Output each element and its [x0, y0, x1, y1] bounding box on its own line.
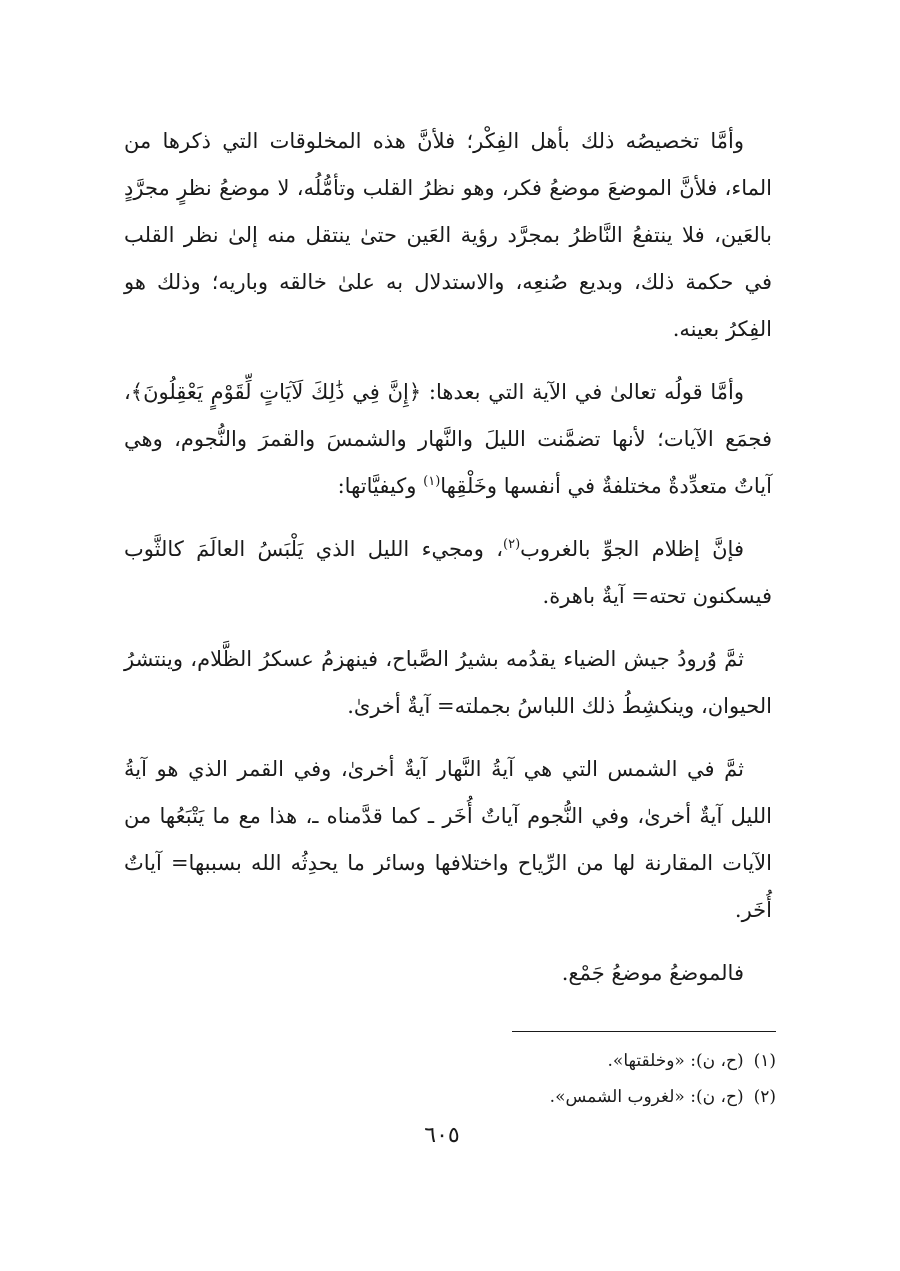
footnote-divider [512, 1031, 776, 1032]
footnote-1-text: (ح، ن): «وخلقتها». [607, 1051, 744, 1071]
footnote-2-number: (٢) [753, 1087, 776, 1107]
page-number: ٦٠٥ [424, 1123, 460, 1148]
footnote-ref-2[interactable]: (٢) [503, 537, 521, 552]
paragraph-2-intro: وأمَّا قولُه تعالىٰ في الآية التي بعدها: [421, 380, 744, 404]
paragraph-4: ثمَّ وُرودُ جيش الضياء يقدُمه بشيرُ الصَّباح، فينهزمُ عسكرُ الظَّلام، وينتشرُ الحيوان، وينكشِطُ ذلك اللباسُ بجملته= آيةٌ أخرىٰ. [124, 647, 772, 718]
paragraph-6: فالموضعُ موضعُ جَمْع. [561, 961, 744, 985]
paragraph-2-end: وكيفيَّاتها: [337, 474, 424, 498]
paragraph-3 [124, 526, 772, 620]
paragraph-3-body: ، ومجيء الليل الذي يَلْبَسُ العالَمَ كالثَّوب فيسكنون تحته= آيةٌ باهرة. [124, 537, 772, 608]
footnote-1-number: (١) [753, 1051, 776, 1071]
page-body [124, 118, 772, 1013]
paragraph-2-body: ، فجمَع الآيات؛ لأنها تضمَّنت الليلَ والنَّهار والشمسَ والقمرَ والنُّجوم، وهي آياتٌ متعدِّدةٌ مختلفةٌ في أنفسها وخَلْقِها [124, 380, 772, 498]
footnote-2 [124, 1079, 776, 1115]
paragraph-2 [124, 369, 772, 510]
paragraph-3-intro: فإنَّ إظلام الجوِّ بالغروب [520, 537, 744, 561]
footnote-2-text: (ح، ن): «لغروب الشمس». [549, 1087, 744, 1107]
footnote-1 [124, 1043, 776, 1079]
paragraph-1: وأمَّا تخصيصُه ذلك بأهل الفِكْر؛ فلأنَّ هذه المخلوقات التي ذكرها من الماء، فلأنَّ الموضعَ موضعُ فكر، وهو نظرُ القلب وتأمُّلُه، لا موضعُ نظرٍ مجرَّدٍ بالعَين، فلا ينتفعُ النَّاظرُ بمجرَّد رؤية العَين حتىٰ ينتقل منه إلىٰ نظر القلب في حكمة ذلك، وبديع صُنعِه، والاستدلال به علىٰ خالقه وباريه؛ وذلك هو الفِكرُ بعينه. [124, 129, 772, 341]
footnote-ref-1[interactable]: (١) [423, 474, 441, 489]
quran-verse: ﴿إِنَّ فِي ذَٰلِكَ لَآيَاتٍ لِّقَوْمٍ يَعْقِلُونَ﴾ [130, 380, 422, 404]
paragraph-5: ثمَّ في الشمس التي هي آيةُ النَّهار آيةٌ أخرىٰ، وفي القمر الذي هو آيةُ الليل آيةٌ أخرىٰ، وفي النُّجوم آياتٌ أُخَر ـ كما قدَّمناه ـ، هذا مع ما يَتْبَعُها من الآيات المقارنة لها من الرِّياح واختلافها وسائر ما يحدِثُه الله بسببها= آياتٌ أُخَر. [124, 757, 772, 922]
footnotes [124, 1043, 776, 1115]
